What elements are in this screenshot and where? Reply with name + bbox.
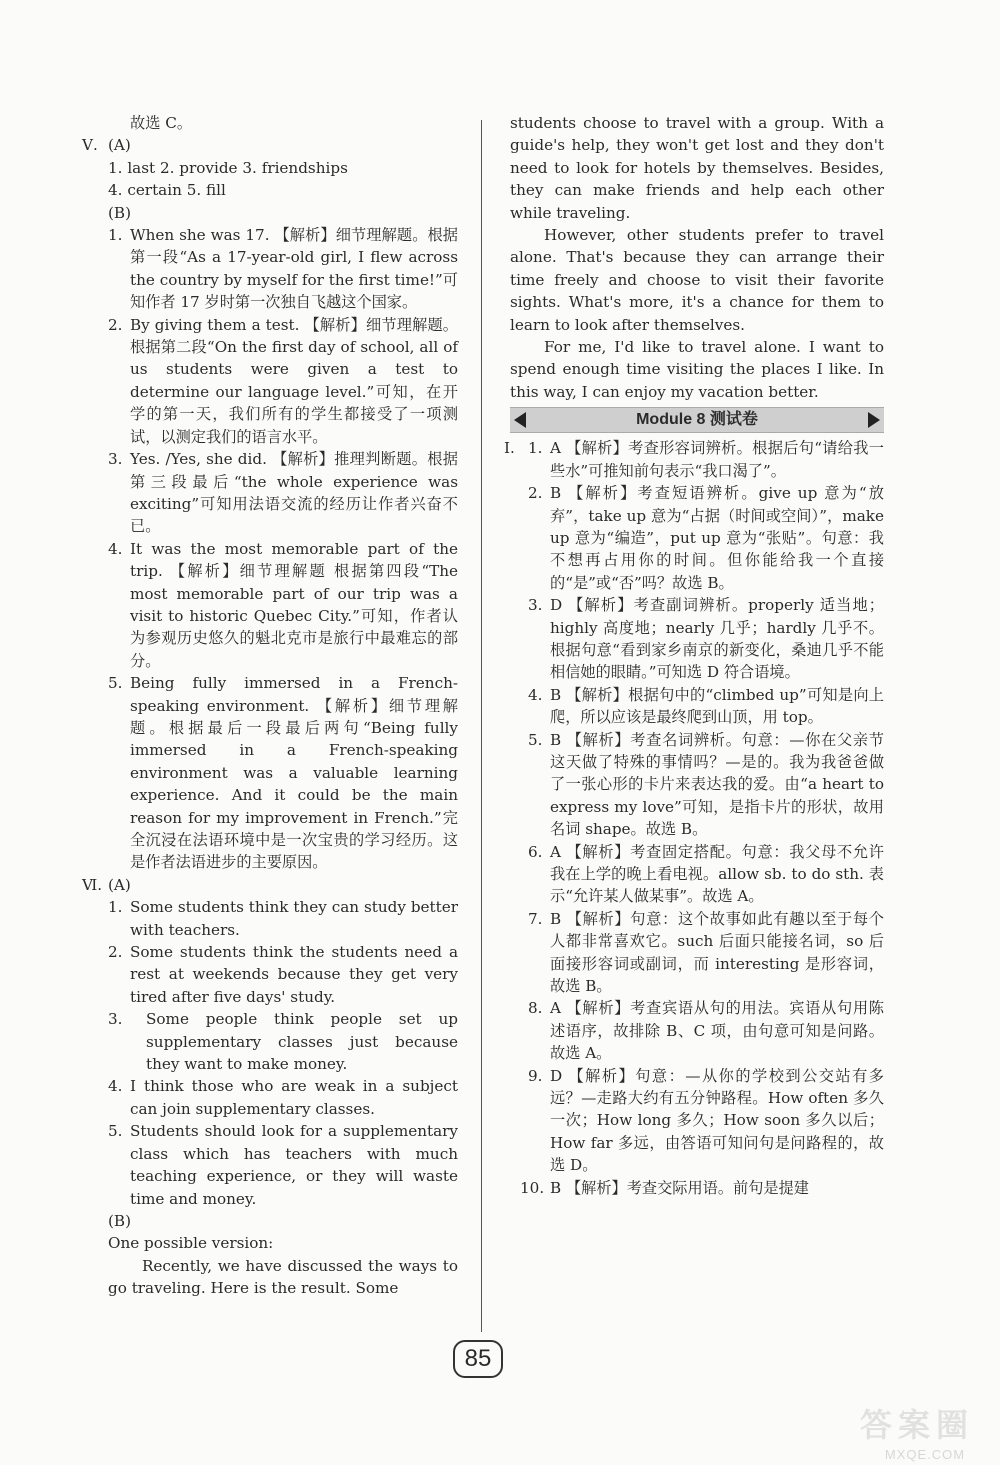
essay-paragraph: Recently, we have discussed the ways to go traveling. Here is the result. Some — [108, 1256, 458, 1298]
item-number: 3. — [528, 596, 543, 615]
item-number: 8. — [528, 999, 543, 1018]
item-text: A 【解析】考查固定搭配。句意：我父母不允许我在上学的晚上看电视。allow sb. to do sth. 表示“允许某人做某事”。故选 A。 — [550, 842, 884, 906]
list-item — [82, 314, 458, 448]
column-divider — [481, 120, 482, 1332]
list-item — [510, 729, 884, 841]
item-text: B 【解析】考查短语辨析。give up 意为“放弃”，take up 意为“占据（时间或空间）”，make up 意为“编造”，put up 意为“张贴”。句意：我不想再占用你的时间。但你能给我一个直接的“是”或“否”吗？故选 B。 — [550, 484, 884, 592]
item-text: A 【解析】考查宾语从句的用法。宾语从句用陈述语序，故排除 B、C 项，由句意可知是问路。故选 A。 — [550, 999, 884, 1063]
item-number: 4. — [528, 685, 543, 704]
watermark-site: MXQE.COM — [884, 1447, 966, 1462]
item-text: A 【解析】考查形容词辨析。根据后句“请给我一些水”可推知前句表示“我口渴了”。 — [550, 439, 884, 480]
section-v-header — [82, 134, 458, 156]
item-number: 2. — [108, 943, 123, 962]
right-column — [504, 112, 884, 1199]
watermark-logo — [850, 1400, 1000, 1464]
list-item — [82, 1120, 458, 1210]
essay-paragraph: For me, I'd like to travel alone. I want to spend enough time visiting the places I like. In this way, I can enjoy my vacation better. — [510, 338, 884, 401]
list-item — [82, 672, 458, 874]
item-number: 4. — [108, 1077, 123, 1096]
item-number: 5. — [108, 674, 123, 693]
item-number: 9. — [528, 1066, 543, 1085]
section-vi-header — [82, 874, 458, 896]
item-number: 1. — [108, 226, 123, 245]
item-number: 5. — [528, 730, 543, 749]
item-text: D 【解析】考查副词辨析。properly 适当地；highly 高度地；nearly 几乎；hardly 几乎不。根据句意“看到家乡南京的新变化，桑迪几乎不能相信她的眼睛。”可知选 D 符合语境。 — [550, 596, 884, 682]
item-number: 7. — [528, 909, 543, 928]
item-text: By giving them a test. 【解析】细节理解题。根据第二段“On the first day of school, all of us students were given a test to determine our language level.”可知，在开学的第一天，我们所有的学生都接受了一项测试，以测定我们的语言水平。 — [130, 315, 458, 446]
arrow-right-icon — [868, 412, 880, 428]
item-text: Some students think the students need a rest at weekends because they get very tired after five days' study. — [130, 943, 458, 1006]
item-number: 3. — [108, 1010, 123, 1029]
list-item — [510, 684, 884, 729]
item-text: B 【解析】考查交际用语。前句是提建 — [550, 1178, 809, 1197]
list-item — [510, 908, 884, 998]
list-item — [82, 941, 458, 1008]
item-text: I think those who are weak in a subject can join supplementary classes. — [130, 1077, 458, 1118]
module-title: Module 8 测试卷 — [636, 411, 758, 429]
item-number: 1. — [528, 439, 543, 458]
section-label: Ⅵ. — [82, 875, 103, 894]
part-label: (A) — [108, 136, 131, 155]
left-column — [82, 112, 458, 1300]
item-text: Students should look for a supplementary class which has teachers with much teaching experience, or they will waste time and money. — [130, 1122, 458, 1208]
list-item — [82, 538, 458, 672]
list-item — [82, 1008, 458, 1075]
item-text: Some people think people set up supplementary classes just because they want to make money. — [146, 1010, 458, 1074]
item-text: Being fully immersed in a French-speaking environment. 【解析】细节理解题。根据最后一段最后两句“Being fully immersed in a French-speaking environment was a valuable learning experience. And it could be the main reason for my improvement in French.”完全沉浸在法语环境中是一次宝贵的学习经历。这是作者法语进步的主要原因。 — [130, 674, 458, 872]
answer-line: 1. last 2. provide 3. friendships — [108, 158, 348, 177]
module-header — [510, 407, 884, 433]
watermark-brand: 答案圈 — [860, 1406, 975, 1444]
list-item — [510, 1177, 884, 1199]
section-label: Ⅰ. — [504, 439, 515, 458]
list-item — [510, 841, 884, 908]
version-label: One possible version: — [108, 1234, 274, 1253]
section-label: Ⅴ. — [82, 136, 98, 155]
list-item — [82, 1075, 458, 1120]
item-text: B 【解析】根据句中的“climbed up”可知是向上爬，所以应该是最终爬到山顶，用 top。 — [550, 685, 884, 727]
item-text: Some students think they can study better with teachers. — [130, 898, 458, 939]
item-text: D 【解析】句意：—从你的学校到公交站有多远？—走路大约有五分钟路程。How often 多久一次；How long 多久；How soon 多久以后；How far 多远，由答语可知问句是问路程的，故选 D。 — [550, 1066, 884, 1175]
list-item — [82, 896, 458, 941]
list-item — [510, 1065, 884, 1177]
item-text: It was the most memorable part of the trip. 【解析】细节理解题 根据第四段“The most memorable part of our trip was a visit to historic Quebec City.”可知，作者认为参观历史悠久的魁北克市是旅行中最难忘的部分。 — [130, 539, 458, 670]
item-number: 4. — [108, 539, 123, 558]
list-item — [82, 224, 458, 314]
item-number: 3. — [108, 450, 123, 469]
essay-paragraph: students choose to travel with a group. With a guide's help, they won't get lost and they don't need to look for hotels by themselves. Besides, they can make friends and help each other while traveling. — [510, 114, 884, 222]
part-label: (A) — [108, 875, 131, 894]
item-number: 1. — [108, 898, 123, 917]
essay-paragraph: However, other students prefer to travel alone. That's because they can arrange their time freely and choose to visit their favorite sights. What's more, it's a chance for them to learn to look after themselves. — [510, 226, 884, 334]
list-item — [510, 997, 884, 1064]
item-text: When she was 17. 【解析】细节理解题。根据第一段“As a 17-year-old girl, I flew across the country by myself for the first time!”可知作者 17 岁时第一次独自飞越这个国家。 — [130, 226, 458, 312]
item-text: B 【解析】考查名词辨析。句意：—你在父亲节这天做了特殊的事情吗？—是的。我为我爸爸做了一张心形的卡片来表达我的爱。由“a heart to express my love”可知，是指卡片的形状，故用名词 shape。故选 B。 — [550, 730, 884, 839]
item-number: 2. — [528, 484, 543, 503]
item-text: Yes. /Yes, she did. 【解析】推理判断题。根据第三段最后“the whole experience was exciting”可知用法语交流的经历让作者兴奋不已。 — [130, 450, 458, 536]
item-number: 10. — [520, 1178, 545, 1197]
item-number: 5. — [108, 1122, 123, 1141]
list-item — [82, 448, 458, 538]
item-number: 6. — [528, 842, 543, 861]
item-number: 2. — [108, 315, 123, 334]
part-label: (B) — [108, 1211, 132, 1230]
list-item — [510, 482, 884, 594]
part-label: (B) — [108, 203, 132, 222]
list-item — [510, 594, 884, 684]
list-item — [504, 437, 884, 482]
answer-line: 故选 C。 — [130, 114, 193, 132]
page-number: 85 — [453, 1340, 503, 1378]
answer-line: 4. certain 5. fill — [108, 181, 226, 200]
item-text: B 【解析】句意：这个故事如此有趣以至于每个人都非常喜欢它。such 后面只能接名词，so 后面接形容词或副词，而 interesting 是形容词，故选 B。 — [550, 909, 884, 996]
